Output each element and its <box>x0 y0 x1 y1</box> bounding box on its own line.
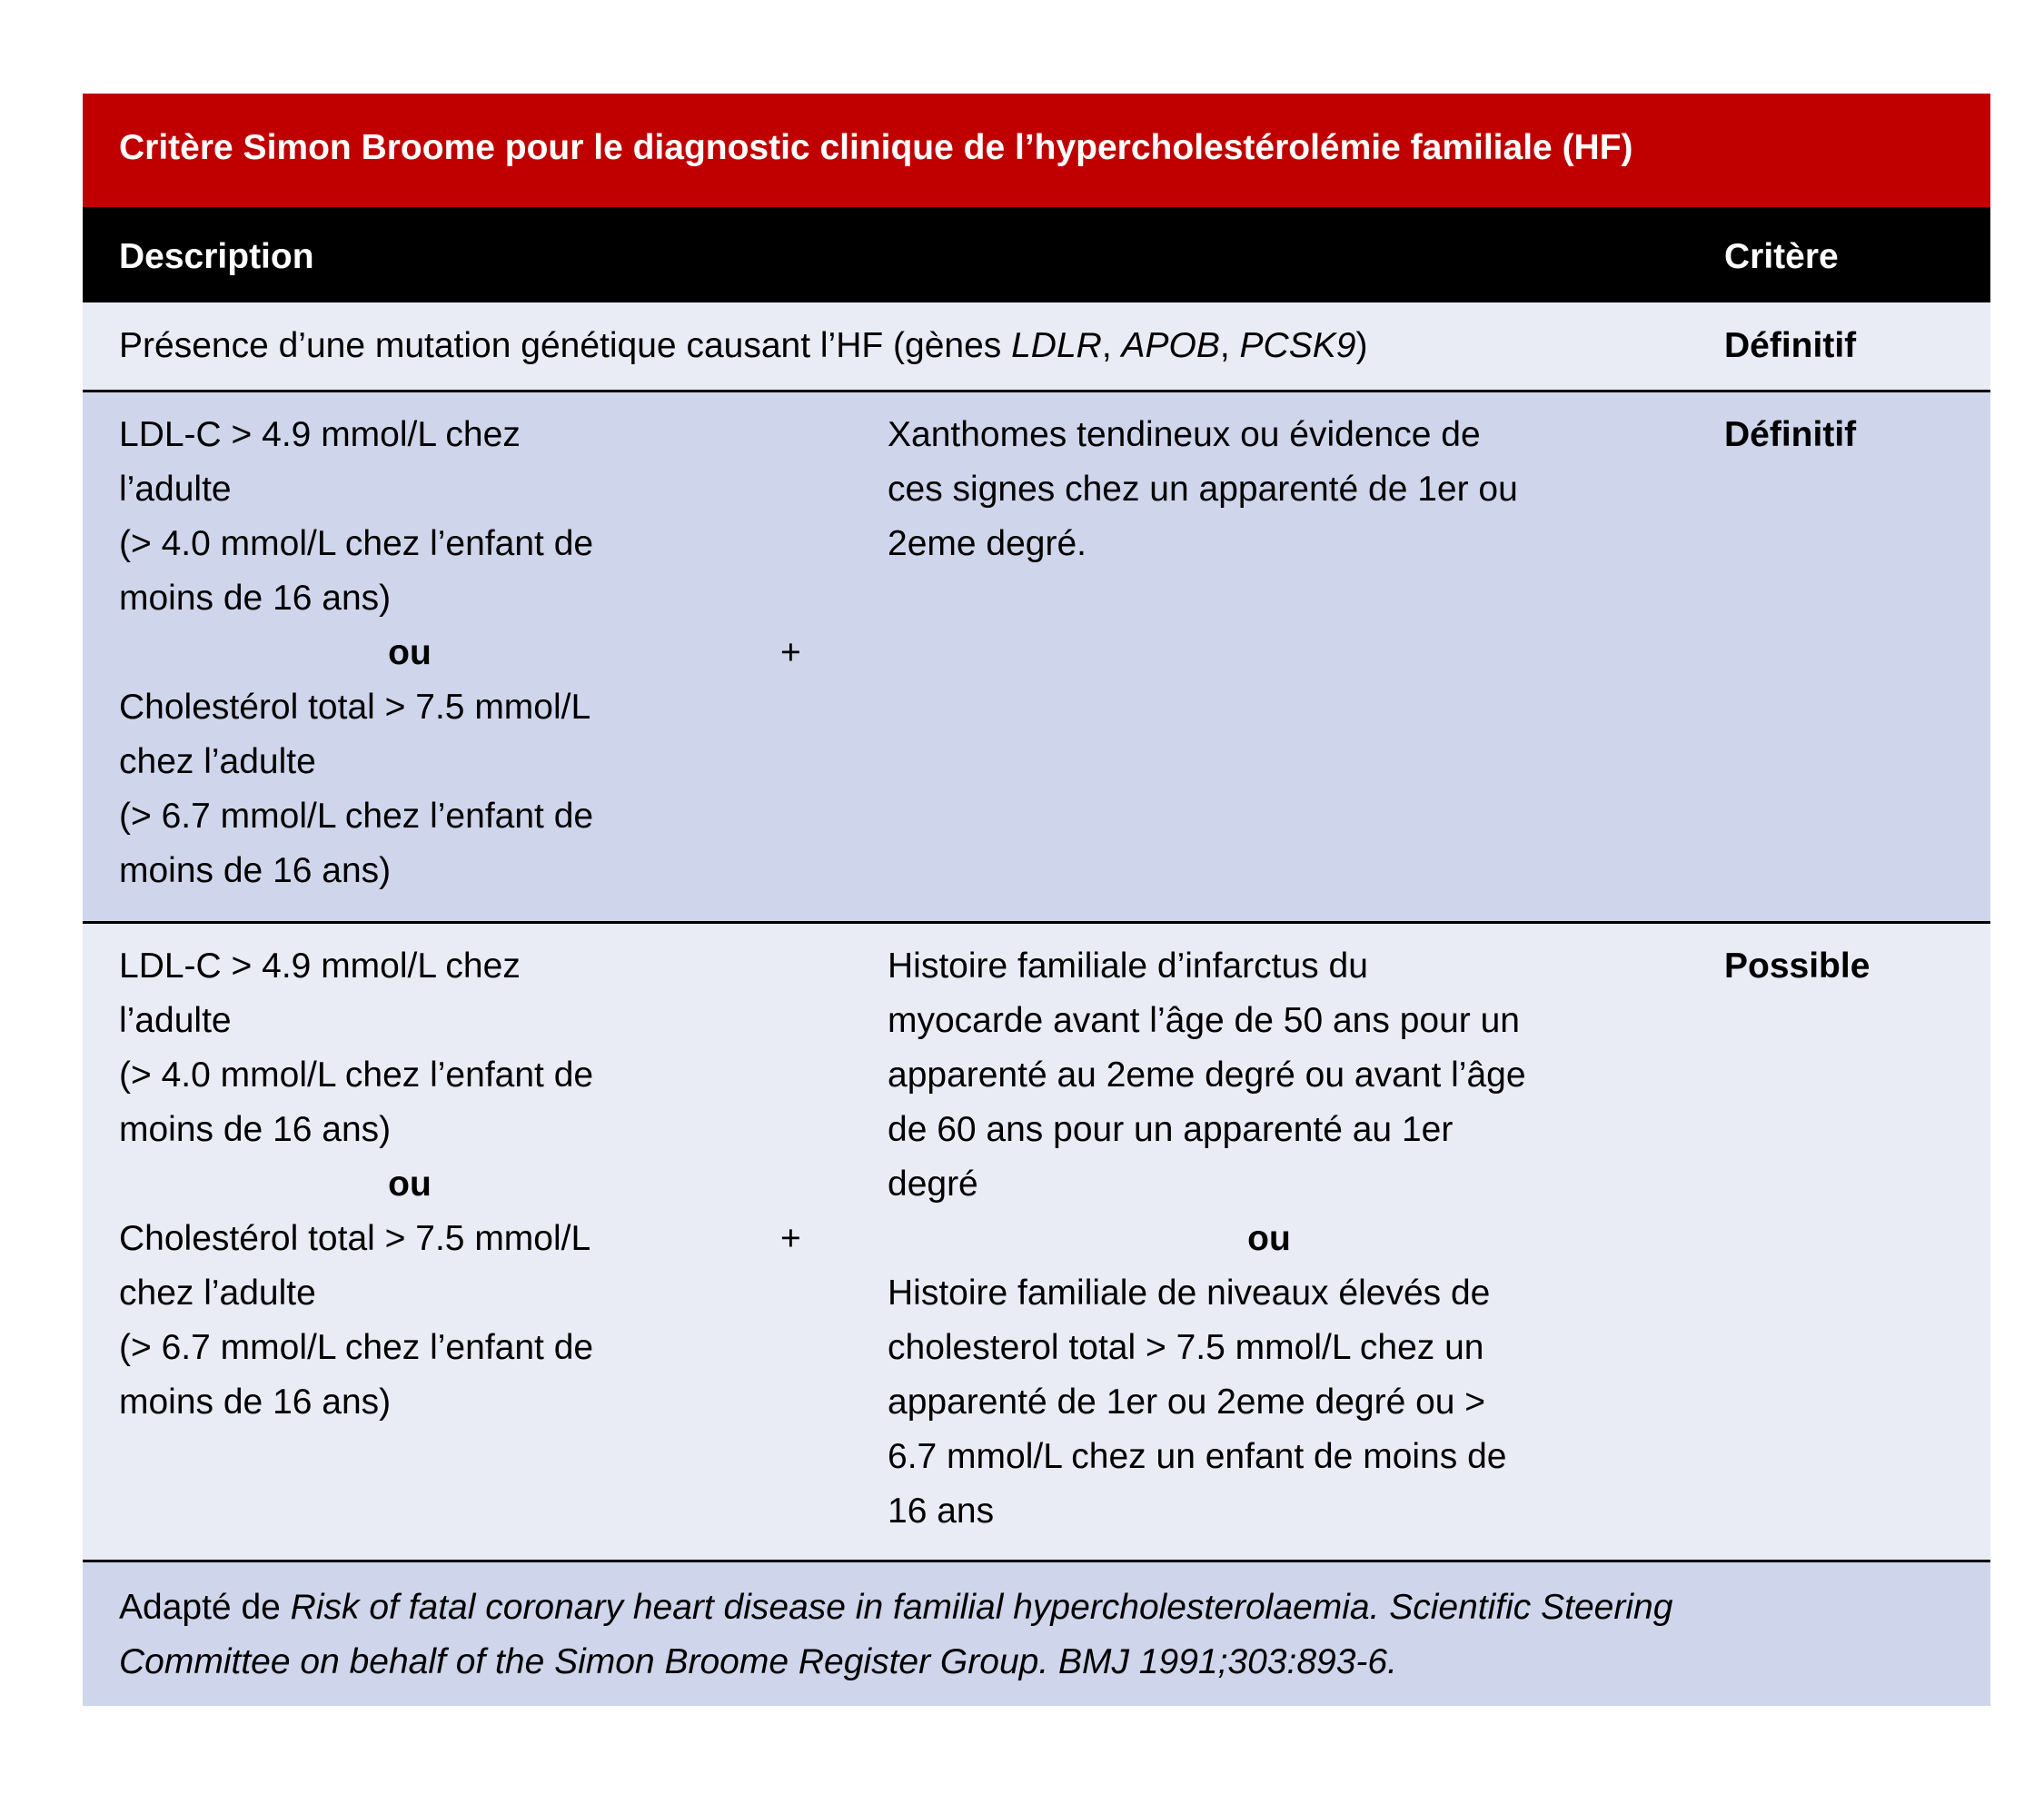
row2-critere: Définitif <box>1724 415 1857 454</box>
row3-left-line: Cholestérol total > 7.5 mmol/L <box>119 1219 591 1258</box>
row3-left <box>119 939 719 1430</box>
row3-left-line: LDL-C > 4.9 mmol/L chez <box>119 947 521 986</box>
row2-left-line: (> 4.0 mmol/L chez l’enfant de <box>119 524 594 563</box>
row2-left-line: moins de 16 ans) <box>119 579 392 618</box>
row1-sep1: , <box>1101 326 1122 365</box>
row2-right-line: 2eme degré. <box>888 524 1086 563</box>
row2-right <box>888 408 1651 571</box>
table-header <box>83 207 1990 302</box>
header-description: Description <box>119 237 314 276</box>
row2-left-line: l’adulte <box>119 470 232 509</box>
table-row-histoire-familiale <box>83 924 1990 1562</box>
row1-critere: Définitif <box>1724 326 1857 365</box>
row3-left-ou: ou <box>388 1165 432 1204</box>
row3-left-line: l’adulte <box>119 1001 232 1040</box>
row2-left-line: moins de 16 ans) <box>119 851 392 890</box>
row3-right-line: Histoire familiale d’infarctus du <box>888 947 1368 986</box>
table-row-xanthomes <box>83 392 1990 924</box>
row3-left-line: (> 6.7 mmol/L chez l’enfant de <box>119 1328 594 1367</box>
row3-critere: Possible <box>1724 947 1870 986</box>
row2-plus: + <box>780 633 801 672</box>
table-title <box>83 94 1990 207</box>
row3-right-ou: ou <box>1247 1219 1291 1258</box>
row3-right-line: cholesterol total > 7.5 mmol/L chez un <box>888 1328 1484 1367</box>
row2-right-line: ces signes chez un apparenté de 1er ou <box>888 470 1518 509</box>
row2-left-line: LDL-C > 4.9 mmol/L chez <box>119 415 521 454</box>
source-line2: Committee on behalf of the Simon Broome Register Group. BMJ 1991;303:893-6. <box>119 1642 1397 1681</box>
row3-right-line: degré <box>888 1165 978 1204</box>
header-critere: Critère <box>1724 237 1839 276</box>
row2-left <box>119 408 719 898</box>
row1-description <box>119 319 1367 373</box>
row3-plus: + <box>780 1219 801 1258</box>
gene-apob: APOB <box>1121 326 1220 365</box>
gene-ldlr: LDLR <box>1011 326 1102 365</box>
row3-left-line: chez l’adulte <box>119 1274 316 1313</box>
row3-right-line: de 60 ans pour un apparenté au 1er <box>888 1110 1454 1149</box>
row2-left-line: Cholestérol total > 7.5 mmol/L <box>119 688 591 727</box>
row1-text-pre: Présence d’une mutation génétique causant l’HF (gènes <box>119 326 1012 365</box>
row3-right-line: myocarde avant l’âge de 50 ans pour un <box>888 1001 1520 1040</box>
row3-right <box>888 939 1651 1539</box>
row3-right-line: 6.7 mmol/L chez un enfant de moins de <box>888 1437 1507 1476</box>
table-title-text: Critère Simon Broome pour le diagnostic clinique de l’hypercholestérolémie familiale (HF) <box>119 128 1633 167</box>
row2-right-line: Xanthomes tendineux ou évidence de <box>888 415 1481 454</box>
row3-left-line: (> 4.0 mmol/L chez l’enfant de <box>119 1056 594 1095</box>
source-line1: Risk of fatal coronary heart disease in familial hypercholesterolaemia. Scientific Steering <box>290 1588 1673 1627</box>
table-footer-source <box>83 1562 1990 1706</box>
table-row-mutation <box>83 302 1990 392</box>
row2-left-line: (> 6.7 mmol/L chez l’enfant de <box>119 797 594 836</box>
gene-pcsk9: PCSK9 <box>1239 326 1356 365</box>
row2-left-ou: ou <box>388 633 432 672</box>
row3-right-line: 16 ans <box>888 1492 995 1531</box>
simon-broome-table <box>83 94 1990 1706</box>
row3-right-line: Histoire familiale de niveaux élevés de <box>888 1274 1491 1313</box>
row3-right-line: apparenté au 2eme degré ou avant l’âge <box>888 1056 1526 1095</box>
row3-left-line: moins de 16 ans) <box>119 1110 392 1149</box>
row2-left-line: chez l’adulte <box>119 742 316 781</box>
row1-text-post: ) <box>1355 326 1368 365</box>
source-citation <box>119 1581 1972 1690</box>
row3-right-line: apparenté de 1er ou 2eme degré ou > <box>888 1383 1486 1422</box>
row3-left-line: moins de 16 ans) <box>119 1383 392 1422</box>
row1-sep2: , <box>1219 326 1240 365</box>
source-prefix: Adapté de <box>119 1588 291 1627</box>
